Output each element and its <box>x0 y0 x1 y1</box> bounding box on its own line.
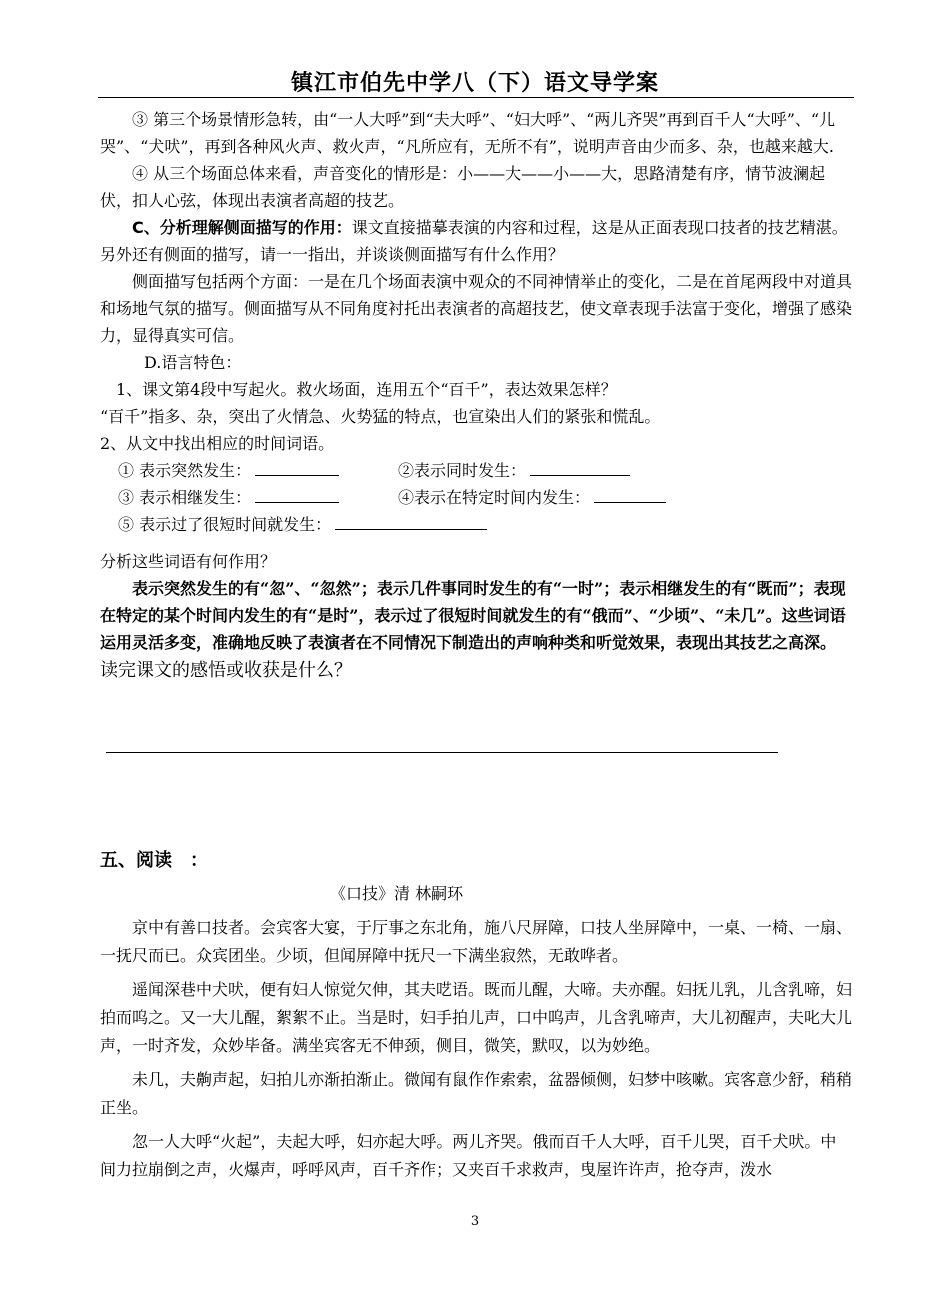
section-c-text: 课文直接描摹表演的内容和过程，这是从正面表现口技者的技艺精湛。另外还有侧面的描写，请一一指出，并谈谈侧面描写有什么作用？ <box>100 218 848 264</box>
section-five-heading: 五、阅读 ： <box>100 850 208 871</box>
reading-passage <box>100 880 852 1184</box>
blank-label-successive: ③ 表示相继发生： <box>118 488 252 507</box>
blank-row-3 <box>118 511 852 538</box>
page-number: 3 <box>470 1214 480 1229</box>
header-divider <box>98 97 854 98</box>
reading-paragraph: 忽一人大呼“火起”，夫起大呼，妇亦起大呼。两儿齐哭。俄而百千人大呼，百千儿哭，百千犬吠。中间力拉崩倒之声，火爆声，呼呼风声，百千齐作；又夹百千求救声，曳屋许许声，抢夺声，泼水 <box>100 1132 837 1179</box>
blank-input-successive[interactable] <box>255 484 339 503</box>
reading-paragraph: 遥闻深巷中犬吠，便有妇人惊觉欠伸，其夫呓语。既而儿醒，大啼。夫亦醒。妇抚儿乳，儿含乳啼，妇拍而呜之。又一大儿醒，絮絮不止。当是时，妇手拍儿声，口中呜声，儿含乳啼声，大儿初醒声，夫叱大儿声，一时齐发，众妙毕备。满坐宾客无不伸颈，侧目，微笑，默叹，以为妙绝。 <box>100 980 853 1055</box>
question-one: 1、课文第4段中写起火。救火场面，连用五个“百千”，表达效果怎样？ <box>116 380 617 399</box>
blank-label-short-time: ⑤ 表示过了很短时间就发生： <box>118 515 332 534</box>
question-two: 2、从文中找出相应的时间词语。 <box>100 434 335 453</box>
reading-paragraph: 未几，夫齁声起，妇拍儿亦渐拍渐止。微闻有鼠作作索索，盆器倾侧，妇梦中咳嗽。宾客意少舒，稍稍正坐。 <box>100 1070 853 1117</box>
page-header-title: 镇江市伯先中学八（下）语文导学案 <box>290 71 659 96</box>
answer-one: “百千”指多、杂，突出了火情急、火势猛的特点，也宣染出人们的紧张和慌乱。 <box>100 407 661 426</box>
blank-label-simultaneous: ②表示同时发生： <box>398 461 527 480</box>
blank-input-simultaneous[interactable] <box>530 457 630 476</box>
section-c-heading: C、分析理解侧面描写的作用： <box>132 218 352 237</box>
blank-label-specific-time: ④表示在特定时间内发生： <box>398 488 591 507</box>
blank-input-short-time[interactable] <box>335 511 487 530</box>
paragraph-overall-scenes: ④ 从三个场面总体来看，声音变化的情形是：小——大——小——大，思路清楚有序，情节波澜起伏，扣人心弦，体现出表演者高超的技艺。 <box>100 164 826 210</box>
blank-row-1 <box>118 457 852 484</box>
section-c <box>100 214 852 268</box>
analysis-question: 分析这些词语有何作用？ <box>100 552 277 571</box>
reflection-question: 读完课文的感悟或收获是什么？ <box>100 660 352 681</box>
main-content <box>100 106 852 686</box>
analysis-answer: 表示突然发生的有“忽”、“忽然”；表示几件事同时发生的有“一时”；表示相继发生的有“既而”；表现在特定的某个时间内发生的有“是时”，表示过了很短时间就发生的有“俄而”、“少顷”、“未几”。这些词语运用灵活多变，准确地反映了表演者在不同情况下制造出的声响种类和听觉效果，表现出其技艺之高深。 <box>100 579 846 652</box>
section-d-heading: D.语言特色： <box>144 353 242 372</box>
reading-title: 《口技》清 林嗣环 <box>330 884 464 903</box>
paragraph-side-description: 侧面描写包括两个方面：一是在几个场面表演中观众的不同神情举止的变化，二是在首尾两段中对道具和场地气氛的描写。侧面描写从不同角度衬托出表演者的高超技艺，使文章表现手法富于变化，增强了感染力，显得真实可信。 <box>100 272 853 345</box>
paragraph-scene-three: ③ 第三个场景情形急转，由“一人大呼”到“夫大呼”、“妇大呼”、“两儿齐哭”再到百千人“大呼”、“儿哭”、“犬吠”，再到各种风火声、救火声，“凡所应有，无所不有”，说明声音由少而多、杂，也越来越大. <box>100 110 836 156</box>
blank-input-sudden[interactable] <box>255 457 339 476</box>
reading-paragraph: 京中有善口技者。会宾客大宴，于厅事之东北角，施八尺屏障，口技人坐屏障中，一桌、一椅、一扇、一抚尺而已。众宾团坐。少顷，但闻屏障中抚尺一下满坐寂然，无敢哗者。 <box>100 918 853 965</box>
blank-label-sudden: ① 表示突然发生： <box>118 461 252 480</box>
reflection-answer-line[interactable] <box>106 752 778 753</box>
blank-row-2 <box>118 484 852 511</box>
blank-input-specific-time[interactable] <box>594 484 666 503</box>
